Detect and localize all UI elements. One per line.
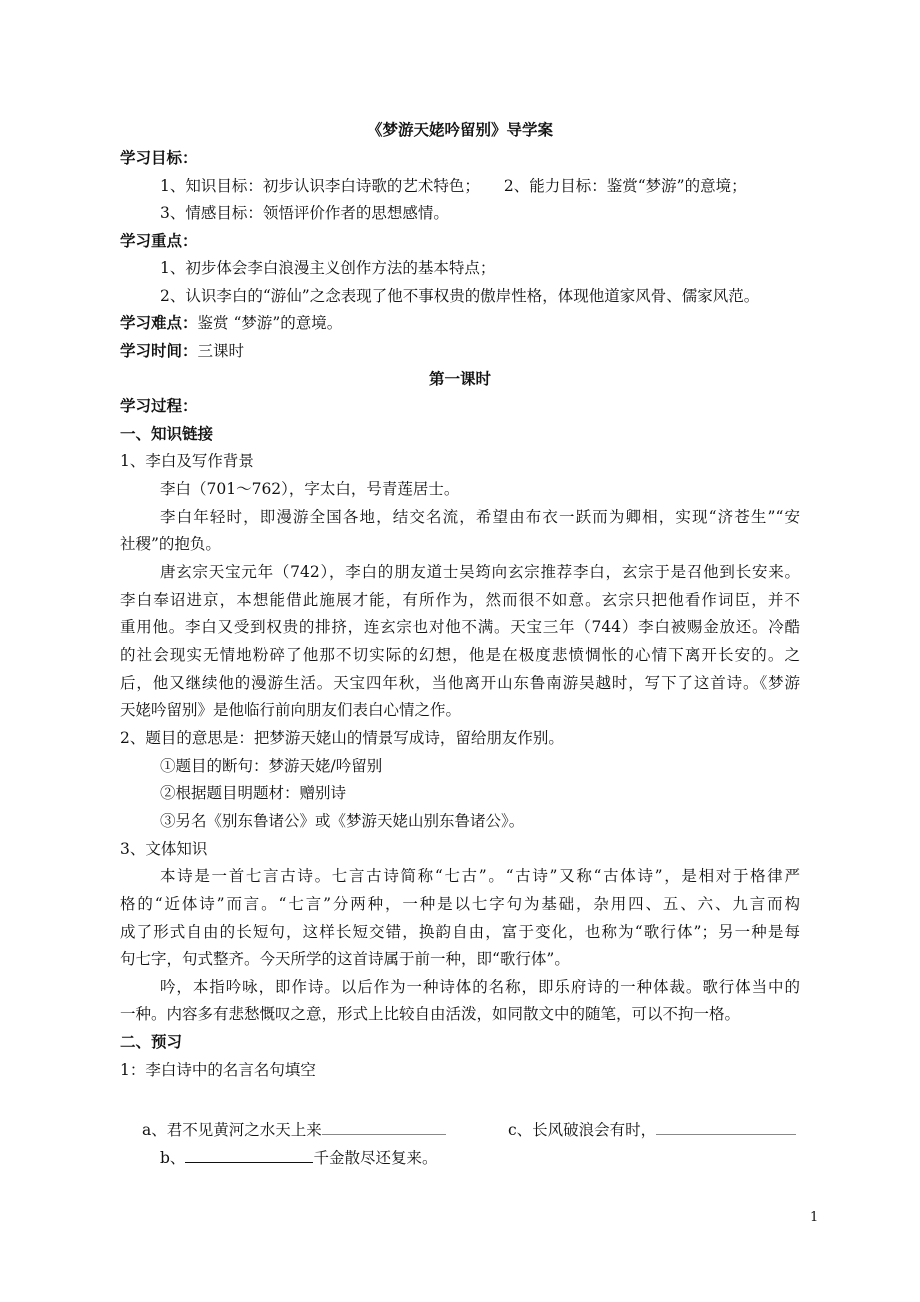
difficulty-line bbox=[120, 311, 800, 335]
paragraph-line: 李白（701～762），字太白，号青莲居士。 bbox=[160, 480, 460, 498]
fill-item-a bbox=[142, 1118, 462, 1142]
emotion-goal: 3、情感目标：领悟评价作者的思想感情。 bbox=[160, 204, 449, 222]
subheading: 1：李白诗中的名言名句填空 bbox=[120, 1061, 316, 1079]
paragraph-line: 唐玄宗天宝元年（742），李白的朋友道士吴筠向玄宗推荐李白，玄宗于是召他到长安来。 bbox=[160, 563, 800, 581]
fill-item-b-text: 千金散尽还复来。 bbox=[313, 1149, 438, 1167]
subheading: 2、题目的意思是：把梦游天姥山的情景写成诗，留给朋友作别。 bbox=[120, 729, 564, 747]
paragraph-line: 吟，本指吟咏，即作诗。以后作为一种诗体的名称，即乐府诗的一种体裁。歌行体当中的 bbox=[160, 978, 800, 996]
paragraph-line: 成了形式自由的长短句，这样长短交错，换韵自由，富于变化，也称为“歌行体”；另一种是每 bbox=[120, 923, 800, 941]
goals-line bbox=[160, 174, 800, 198]
fill-item-b-prefix: b、 bbox=[160, 1149, 186, 1167]
paragraph-line: 社稷”的抱负。 bbox=[120, 535, 221, 553]
section-heading: 一、知识链接 bbox=[120, 425, 214, 443]
fill-blank-a[interactable] bbox=[322, 1118, 446, 1135]
section-heading: 二、预习 bbox=[120, 1033, 183, 1051]
ability-goal: 2、能力目标：鉴赏“梦游”的意境； bbox=[503, 177, 747, 195]
difficulty-text: 鉴赏 “梦游”的意境。 bbox=[197, 314, 343, 332]
subheading: 3、文体知识 bbox=[120, 840, 208, 858]
page-number: 1 bbox=[810, 1210, 819, 1225]
title-note: ②根据题目明题材：赠别诗 bbox=[160, 784, 347, 802]
knowledge-goal: 1、知识目标：初步认识李白诗歌的艺术特色； bbox=[160, 177, 480, 195]
fill-item-c-text: c、长风破浪会有时， bbox=[508, 1121, 657, 1139]
subheading: 1、李白及写作背景 bbox=[120, 452, 254, 470]
title-note: ③另名《别东鲁诸公》或《梦游天姥山别东鲁诸公》。 bbox=[160, 812, 525, 830]
fill-item-b bbox=[160, 1146, 560, 1170]
paragraph-line: 本诗是一首七言古诗。七言古诗简称“七古”。“古诗”又称“古体诗”，是相对于格律严 bbox=[160, 867, 800, 885]
difficulty-heading: 学习难点： bbox=[120, 314, 198, 332]
key-point: 1、初步体会李白浪漫主义创作方法的基本特点； bbox=[160, 259, 496, 277]
time-heading: 学习时间： bbox=[120, 342, 198, 360]
paragraph-line: 的社会现实无情地粉碎了他那不切实际的幻想，他是在极度悲愤惆怅的心情下离开长安的。之 bbox=[120, 646, 800, 664]
fill-blank-c[interactable] bbox=[656, 1118, 796, 1135]
paragraph-line: 格的“近体诗”而言。“七言”分两种，一种是以七字句为基础，杂用四、五、六、九言而构 bbox=[120, 895, 800, 913]
paragraph-line: 李白奉诏进京，本想能借此施展才能，有所作为，然而很不如意。玄宗只把他看作词臣，并不 bbox=[120, 591, 800, 609]
doc-title: 《梦游天姥吟留别》导学案 bbox=[366, 121, 553, 139]
key-heading: 学习重点： bbox=[120, 232, 198, 250]
fill-blank-b[interactable] bbox=[185, 1146, 313, 1163]
paragraph-line: 句七字，句式整齐。今天所学的这首诗属于前一种，即“歌行体”。 bbox=[120, 950, 570, 968]
paragraph-line: 李白年轻时，即漫游全国各地，结交名流，希望由布衣一跃而为卿相，实现“济苍生”“安 bbox=[160, 508, 800, 526]
fill-item-c bbox=[508, 1118, 808, 1142]
paragraph-line: 后，他又继续他的漫游生活。天宝四年秋，当他离开山东鲁南游吴越时，写下了这首诗。《梦游 bbox=[120, 674, 800, 692]
goals-heading: 学习目标： bbox=[120, 149, 198, 167]
fill-item-a-text: a、君不见黄河之水天上来 bbox=[142, 1121, 322, 1139]
process-heading: 学习过程： bbox=[120, 397, 198, 415]
paragraph-line: 一种。内容多有悲愁慨叹之意，形式上比较自由活泼，如同散文中的随笔，可以不拘一格。 bbox=[120, 1005, 741, 1023]
time-line bbox=[120, 339, 800, 363]
paragraph-line: 天姥吟留别》是他临行前向朋友们表白心情之作。 bbox=[120, 701, 462, 719]
time-text: 三课时 bbox=[197, 342, 245, 360]
key-point: 2、认识李白的“游仙”之念表现了他不事权贵的傲岸性格，体现他道家风骨、儒家风范。 bbox=[160, 287, 760, 305]
title-note: ①题目的断句：梦游天姥/吟留别 bbox=[160, 757, 383, 775]
lesson-heading: 第一课时 bbox=[428, 370, 491, 388]
paragraph-line: 重用他。李白又受到权贵的排挤，连玄宗也对他不满。天宝三年（744）李白被赐金放还。冷酷 bbox=[120, 618, 800, 636]
